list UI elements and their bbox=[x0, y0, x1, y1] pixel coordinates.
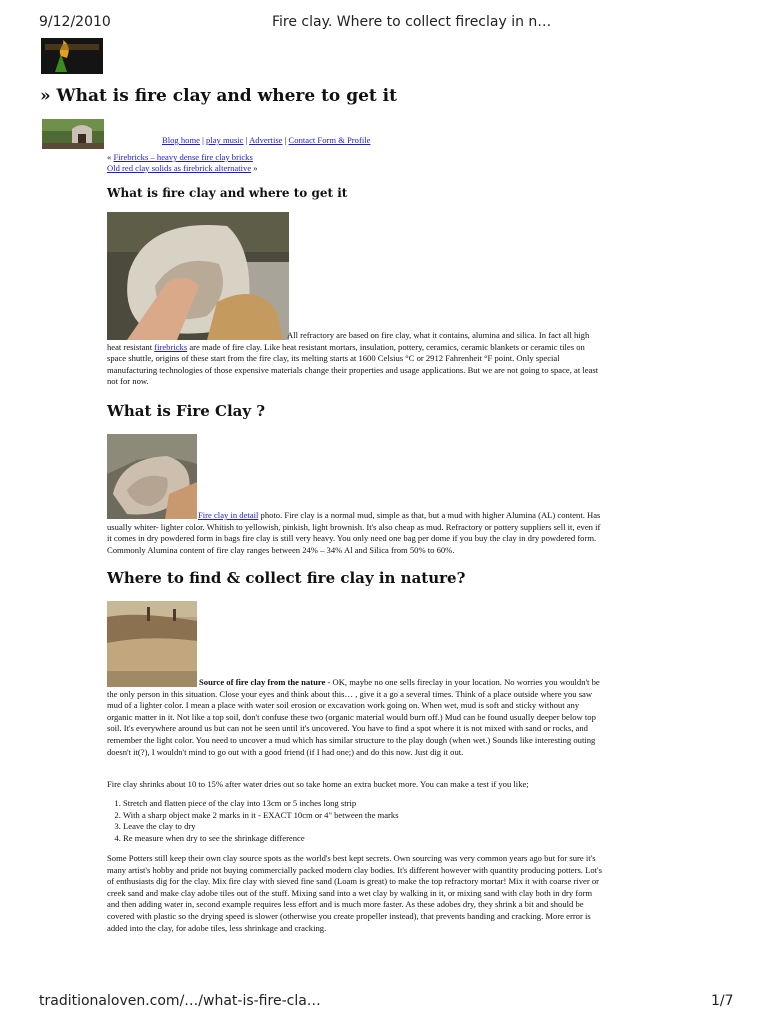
oven-thumbnail[interactable] bbox=[42, 119, 104, 149]
site-logo[interactable] bbox=[41, 38, 103, 74]
article-title: What is fire clay and where to get it bbox=[107, 186, 348, 200]
nav-link-play-music[interactable]: play music bbox=[206, 135, 244, 145]
page-title: » What is fire clay and where to get it bbox=[40, 86, 397, 106]
fire-clay-detail-image bbox=[107, 434, 197, 519]
firebricks-link[interactable]: firebricks bbox=[154, 341, 188, 352]
fire-clay-detail-link[interactable]: Fire clay in detail bbox=[198, 510, 259, 520]
source-lead: Source of fire clay from the nature bbox=[199, 677, 326, 687]
potters-paragraph: Some Potters still keep their own clay source spots as the world's best kept secrets. Own sourcing was very common years ago but for sure it's many artist's hobby and pride not buying commercially packed modern clay bodies. It's different however with quantity producing potters. Lot's of enthusiasts dig for the clay. Mix fire clay with sieved fine sand (Loam is great) to make the top refractory mortar! Mix it with coarse river or creek sand and make clay adobe tiles out of the stuff. Mixing sand into a wet clay by walking in it, or mixing sand with clay both in dry form and then adding water in, second example requires less effort and is much more faster. As these adobes dry, they shrink a bit and should be covered with plastic so the drying speed is slower (otherwise you create propeller instead), that prevents banding and cracking. More error is added into the clay, for adobe tiles, less shrinkage and cracking. bbox=[107, 853, 602, 933]
list-item: 1. Stretch and flatten piece of the clay into 13cm or 5 inches long strip bbox=[123, 798, 603, 810]
print-url: traditionaloven.com/…/what-is-fire-cla… bbox=[39, 993, 321, 1009]
intro-text-a: All refractory are based on fire clay, what it contains, alumina and silica. In fact all high heat resistant bbox=[107, 330, 590, 352]
fire-clay-bag-image bbox=[107, 212, 289, 340]
list-item: 2. With a sharp object make 2 marks in it - EXACT 10cm or 4" between the marks bbox=[123, 810, 603, 822]
shrink-test-steps bbox=[107, 798, 603, 844]
prev-post bbox=[107, 152, 253, 164]
print-page-number: 1/7 bbox=[711, 993, 734, 1009]
fire-clay-text: photo. Fire clay is a normal mud, simple as that, but a mud with higher Alumina (AL) content. Has usually whiter- lighter color. Whitish to yellowish, pinkish, light brownish. It's also cheap as mud. Refractory or pottery suppliers sell it, even if it comes in dry powdered form in bags fire clay is still very heavy. You only need one bag per dome if you buy the clay in dry powdered form. Commonly Alumina content of fire clay ranges between 24% – 34% Al and Silica from 50% to 60%. bbox=[107, 510, 601, 555]
blog-nav bbox=[162, 135, 370, 147]
excavation-site-image bbox=[107, 601, 197, 687]
prev-post-arrow: « bbox=[107, 152, 114, 162]
list-item: 3. Leave the clay to dry bbox=[123, 821, 603, 833]
source-text: - OK, maybe no one sells fireclay in your location. No worries you wouldn't be the only person in this situation. Close your eyes and think about this… , give it a go a several times. Think of a place outside where you saw mud of a lighter color. I mean a place with water soil erosion or excavation work going on. When wet, mud is soft and sticky without any organic matter in it. Not like a top soil, don't confuse these two (organic material would burn off.) Mud can be found usually deeper below top soil. It's everywhere around us but can not be seen until it's uncovered. You have to find a spot where it is not mixed with sand or rocks, and remember the light color. You need to uncover a mud which has similar structure to the play dough (when wet.) Sounds like interesting outing doesn't it(?), I wouldn't mind to go out with a good friend (if I had one;) and do this now. Just dig it out. bbox=[107, 677, 600, 757]
section-heading-what-is-fire-clay: What is Fire Clay ? bbox=[107, 402, 266, 420]
section-heading-where-to-find: Where to find & collect fire clay in nature? bbox=[107, 569, 466, 587]
next-post-arrow: » bbox=[251, 163, 258, 173]
source-paragraph bbox=[107, 677, 604, 758]
print-page-title: Fire clay. Where to collect fireclay in n… bbox=[272, 14, 552, 30]
intro-text-b: are made of fire clay. Like heat resistant mortars, insulation, pottery, ceramics, ceramic blankets or ceramic tiles on space shuttle, origins of these start from the fire clay, its melting starts at 1600 Celsius °C or 2912 Fahrenheit °F point. Only special manufacturing technologies of those expensive materials change their properties and usage applications. But we are not going to space, at least not for now. bbox=[107, 341, 599, 387]
logo-graphic bbox=[41, 38, 103, 74]
nav-link-contact[interactable]: Contact Form & Profile bbox=[288, 135, 371, 145]
intro-paragraph bbox=[107, 330, 604, 388]
nav-link-advertise[interactable]: Advertise bbox=[249, 135, 283, 145]
fire-clay-bag-photo[interactable] bbox=[107, 212, 289, 340]
excavation-site-photo[interactable] bbox=[107, 601, 197, 687]
nav-separator: | bbox=[284, 135, 287, 145]
next-post bbox=[107, 163, 258, 175]
nav-link-blog-home[interactable]: Blog home bbox=[162, 135, 200, 145]
next-post-link[interactable]: Old red clay solids as firebrick alternative bbox=[107, 163, 252, 173]
fire-clay-detail-photo[interactable] bbox=[107, 434, 197, 519]
list-item: 4. Re measure when dry to see the shrinkage difference bbox=[123, 833, 603, 845]
nav-separator: | bbox=[245, 135, 248, 145]
nav-separator: | bbox=[202, 135, 204, 145]
shrink-paragraph: Fire clay shrinks about 10 to 15% after water dries out so take home an extra bucket more. You can make a test if you like; bbox=[107, 779, 529, 789]
fire-clay-paragraph bbox=[107, 510, 604, 556]
prev-post-link[interactable]: Firebricks – heavy dense fire clay bricks bbox=[113, 152, 253, 162]
print-date: 9/12/2010 bbox=[39, 14, 111, 30]
oven-thumbnail-image bbox=[42, 119, 104, 149]
